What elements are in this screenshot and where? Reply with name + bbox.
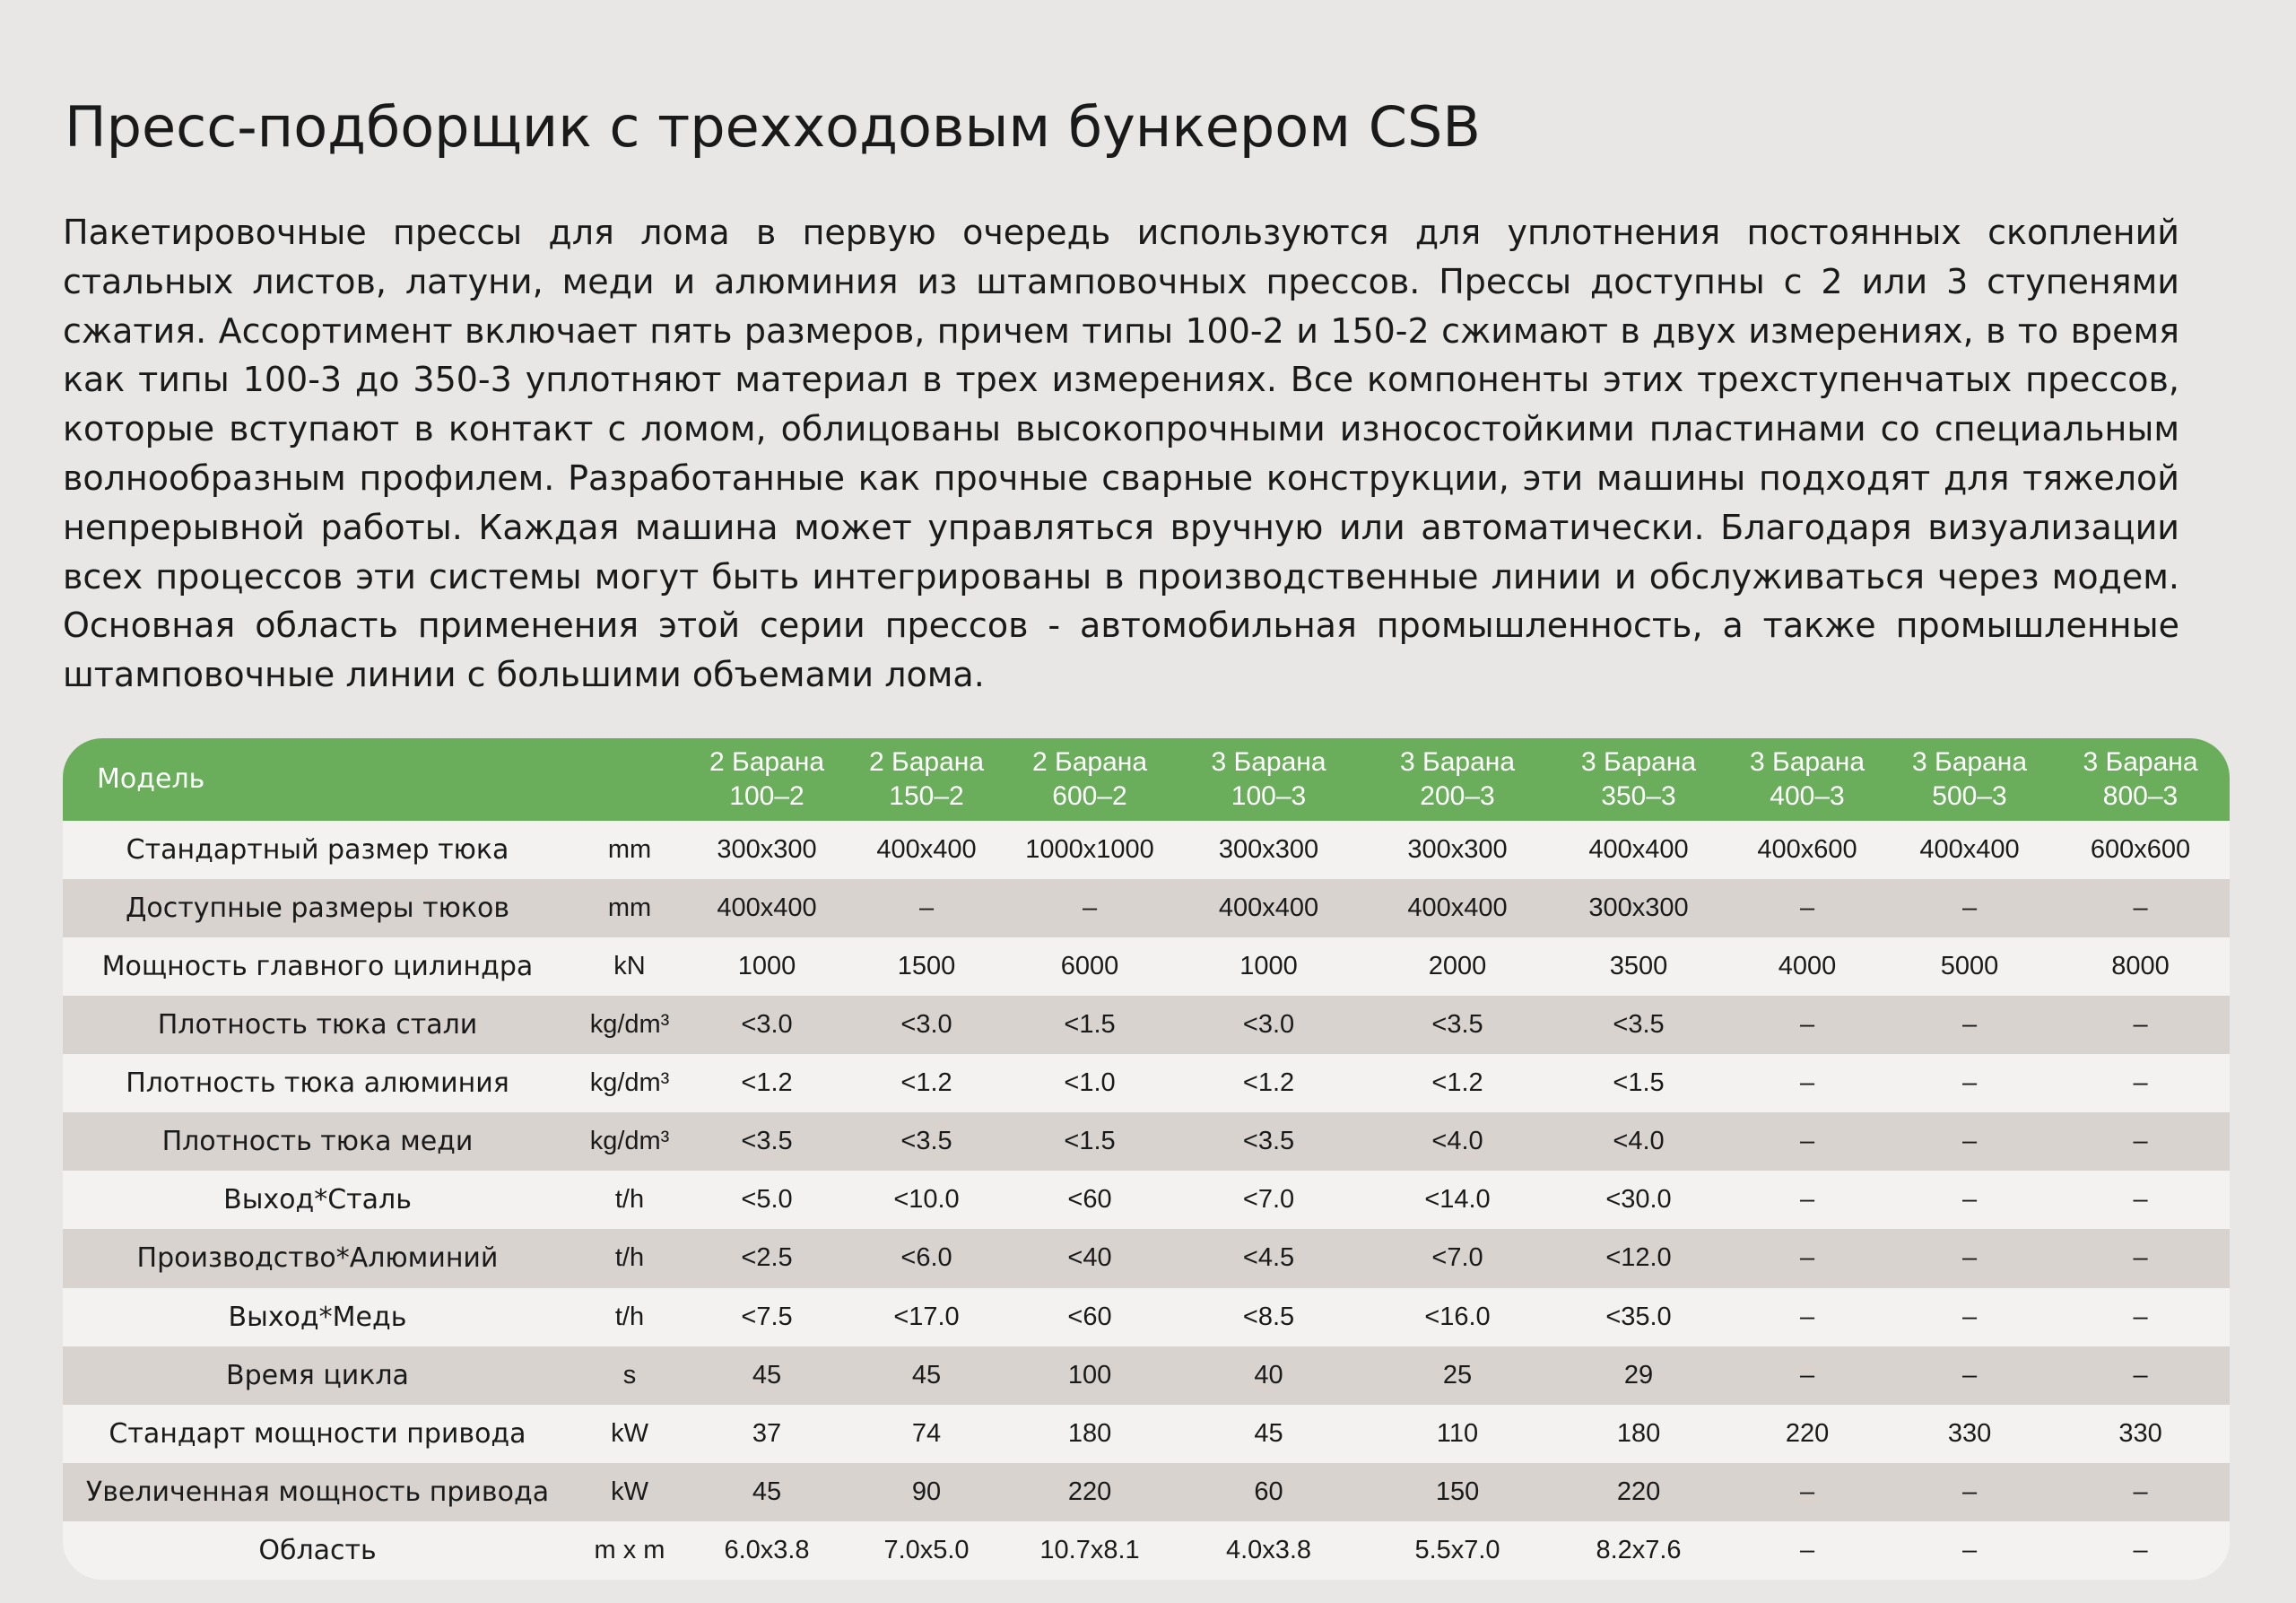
value-cell: <1.2 xyxy=(900,1068,952,1098)
unit-cell: kg/dm³ xyxy=(589,1068,670,1098)
model-header-line2: 350–3 xyxy=(1601,781,1676,811)
model-header xyxy=(1173,738,1364,821)
value-cell: <8.5 xyxy=(1242,1302,1295,1331)
value-cell: – xyxy=(1961,1477,1978,1506)
value-cell: 25 xyxy=(1442,1360,1473,1390)
parameter-cell: Плотность тюка алюминия xyxy=(126,1067,509,1100)
model-header-line1: 2 Барана xyxy=(869,747,985,777)
value-cell: 8.2x7.6 xyxy=(1596,1535,1682,1564)
value-cell: <7.0 xyxy=(1431,1243,1483,1273)
parameter-cell: Время цикла xyxy=(226,1359,409,1391)
value-cell: – xyxy=(2133,893,2148,923)
value-cell: 400x400 xyxy=(1919,835,2020,865)
model-header xyxy=(687,738,847,821)
model-header-line1: 3 Барана xyxy=(1400,747,1516,777)
model-header-line2: 600–2 xyxy=(1052,781,1127,811)
unit-cell: t/h xyxy=(614,1302,645,1331)
table-row xyxy=(63,1054,2230,1112)
value-cell: 220 xyxy=(1616,1477,1661,1506)
value-cell: <3.5 xyxy=(900,1127,952,1156)
value-cell: 5000 xyxy=(1940,952,1999,981)
value-cell: <16.0 xyxy=(1424,1302,1491,1331)
value-cell: 45 xyxy=(1254,1418,1283,1448)
model-header-line2: 800–3 xyxy=(2102,781,2179,811)
model-header xyxy=(1888,738,2051,821)
value-cell: 29 xyxy=(1623,1360,1654,1390)
model-header xyxy=(1726,738,1888,821)
value-cell: <12.0 xyxy=(1605,1243,1672,1273)
value-cell: 74 xyxy=(911,1418,942,1448)
table-body xyxy=(63,821,2230,1580)
value-cell: – xyxy=(1799,1302,1815,1331)
value-cell: – xyxy=(1082,893,1098,923)
value-cell: – xyxy=(1799,1360,1815,1390)
table-row xyxy=(63,1463,2230,1521)
model-header-line2: 500–3 xyxy=(1932,781,2007,811)
value-cell: <3.0 xyxy=(1242,1010,1295,1040)
value-cell: – xyxy=(2133,1302,2148,1331)
value-cell: – xyxy=(1961,1068,1978,1098)
value-cell: 110 xyxy=(1436,1418,1479,1448)
unit-cell: mm xyxy=(607,893,652,923)
value-cell: – xyxy=(1961,1243,1978,1273)
value-cell: <7.0 xyxy=(1242,1185,1295,1215)
value-cell: – xyxy=(918,893,935,923)
value-cell: 45 xyxy=(752,1360,782,1390)
model-header-line2: 200–3 xyxy=(1420,781,1495,811)
value-cell: <60 xyxy=(1067,1302,1112,1331)
value-cell: – xyxy=(2133,1185,2148,1215)
value-cell: 300x300 xyxy=(1588,893,1689,923)
value-cell: <30.0 xyxy=(1605,1185,1672,1215)
unit-cell: kW xyxy=(611,1477,648,1506)
model-header xyxy=(1364,738,1551,821)
value-cell: <3.0 xyxy=(741,1010,793,1040)
value-cell: – xyxy=(2133,1068,2148,1098)
value-cell: – xyxy=(1799,1477,1815,1506)
parameter-cell: Производство*Алюминий xyxy=(136,1242,499,1275)
model-header-line1: 3 Барана xyxy=(1750,747,1866,777)
value-cell: 330 xyxy=(1947,1418,1992,1448)
value-cell: <5.0 xyxy=(741,1185,793,1215)
parameter-cell: Увеличенная мощность привода xyxy=(85,1476,550,1508)
table-row xyxy=(63,1112,2230,1171)
parameter-cell: Доступные размеры тюков xyxy=(125,893,510,925)
value-cell: 4000 xyxy=(1778,952,1837,981)
parameter-cell: Мощность главного цилиндра xyxy=(101,951,534,983)
unit-cell: kg/dm³ xyxy=(589,1010,670,1040)
value-cell: – xyxy=(2133,1477,2148,1506)
model-header-line2: 100–3 xyxy=(1231,781,1307,811)
value-cell: 400x400 xyxy=(1218,893,1319,923)
value-cell: <1.5 xyxy=(1064,1010,1116,1040)
value-cell: 300x300 xyxy=(717,835,817,865)
model-header-line1: 3 Барана xyxy=(1211,747,1326,777)
value-cell: <1.5 xyxy=(1613,1068,1665,1098)
specs-table-container xyxy=(63,738,2230,1580)
value-cell: 300x300 xyxy=(1407,835,1508,865)
value-cell: – xyxy=(1961,1010,1978,1040)
value-cell: <1.5 xyxy=(1064,1127,1116,1156)
value-cell: 180 xyxy=(1616,1418,1661,1448)
value-cell: 5.5x7.0 xyxy=(1414,1535,1500,1564)
model-column-header: Модель xyxy=(97,763,205,795)
table-row xyxy=(63,1405,2230,1463)
value-cell: 1000 xyxy=(1239,952,1298,981)
value-cell: – xyxy=(1961,1535,1978,1564)
value-cell: <35.0 xyxy=(1605,1302,1672,1331)
value-cell: <4.0 xyxy=(1431,1127,1483,1156)
value-cell: – xyxy=(1799,1068,1815,1098)
value-cell: <1.2 xyxy=(741,1068,793,1098)
value-cell: 60 xyxy=(1254,1477,1283,1506)
value-cell: – xyxy=(1799,1243,1815,1273)
value-cell: <40 xyxy=(1067,1243,1112,1273)
table-row xyxy=(63,1288,2230,1346)
value-cell: <3.5 xyxy=(741,1127,793,1156)
model-header-line1: 3 Барана xyxy=(1581,747,1697,777)
value-cell: 1500 xyxy=(897,952,956,981)
value-cell: 400x400 xyxy=(717,893,817,923)
table-row xyxy=(63,996,2230,1054)
intro-paragraph: Пакетировочные прессы для лома в первую очередь используются для уплотнения постоянных скоплений стальных листов, латуни, меди и алюминия из штамповочных прессов. Прессы доступны с 2 или 3 ступенями сжатия. Ассортимент включает пять размеров, причем типы 100-2 и 150-2 сжимают в двух измерениях, в то время как типы 100-3 до 350-3 уплотняют материал в трех измерениях. Все компоненты этих трехступенчатых прессов, которые вступают в контакт с ломом, облицованы высокопрочными износостойкими пластинами со специальным волнообразным профилем. Разработанные как прочные сварные конструкции, эти машины подходят для тяжелой непрерывной работы. Каждая машина может управляться вручную или автоматически. Благодаря визуализации всех процессов эти системы могут быть интегрированы в производственные линии и обслуживаться через модем. Основная область применения этой серии прессов - автомобильная промышленность, а также промышленные штамповочные линии с большими объемами лома. xyxy=(63,213,2179,695)
value-cell: <1.0 xyxy=(1064,1068,1116,1098)
model-header-line1: 2 Барана xyxy=(709,747,825,777)
value-cell: – xyxy=(2133,1535,2148,1564)
value-cell: 100 xyxy=(1067,1360,1112,1390)
value-cell: 1000x1000 xyxy=(1025,835,1154,865)
value-cell: 1000 xyxy=(737,952,796,981)
value-cell: 400x600 xyxy=(1757,835,1857,865)
table-row xyxy=(63,879,2230,937)
value-cell: <6.0 xyxy=(900,1243,952,1273)
table-row xyxy=(63,1171,2230,1229)
value-cell: 4.0x3.8 xyxy=(1225,1535,1312,1564)
parameter-cell: Плотность тюка стали xyxy=(157,1009,478,1041)
model-header-line1: 3 Барана xyxy=(1912,747,2028,777)
unit-cell: t/h xyxy=(614,1243,645,1273)
value-cell: 90 xyxy=(911,1477,942,1506)
model-header xyxy=(1006,738,1173,821)
value-cell: – xyxy=(2133,1243,2148,1273)
model-header-line1: 3 Барана xyxy=(2083,747,2198,777)
value-cell: <17.0 xyxy=(893,1302,960,1331)
value-cell: <60 xyxy=(1067,1185,1112,1215)
specs-table xyxy=(63,738,2230,1580)
value-cell: – xyxy=(1961,1302,1978,1331)
value-cell: – xyxy=(1799,893,1815,923)
parameter-cell: Выход*Сталь xyxy=(223,1184,412,1216)
value-cell: <3.5 xyxy=(1431,1010,1483,1040)
value-cell: <14.0 xyxy=(1424,1185,1491,1215)
value-cell: 600x600 xyxy=(2090,835,2191,865)
table-row xyxy=(63,1229,2230,1287)
value-cell: 150 xyxy=(1435,1477,1480,1506)
table-row xyxy=(63,937,2230,996)
value-cell: – xyxy=(1961,1127,1978,1156)
parameter-cell: Область xyxy=(258,1534,377,1566)
value-cell: 300x300 xyxy=(1218,835,1319,865)
value-cell: <1.2 xyxy=(1431,1068,1483,1098)
model-header xyxy=(2051,738,2230,821)
value-cell: 2000 xyxy=(1428,952,1487,981)
value-cell: 6000 xyxy=(1060,952,1119,981)
unit-cell: mm xyxy=(607,835,652,865)
value-cell: 8000 xyxy=(2111,952,2170,981)
model-header-line1: 2 Барана xyxy=(1032,747,1148,777)
value-cell: 40 xyxy=(1254,1360,1283,1390)
value-cell: – xyxy=(2133,1010,2148,1040)
value-cell: <3.5 xyxy=(1613,1010,1665,1040)
model-header xyxy=(1551,738,1726,821)
parameter-cell: Выход*Медь xyxy=(228,1301,407,1333)
value-cell: – xyxy=(1961,1360,1978,1390)
table-row xyxy=(63,1346,2230,1405)
value-cell: 330 xyxy=(2118,1418,2162,1448)
value-cell: <7.5 xyxy=(741,1302,793,1331)
value-cell: 400x400 xyxy=(876,835,977,865)
value-cell: 220 xyxy=(1785,1418,1830,1448)
parameter-cell: Стандартный размер тюка xyxy=(126,834,509,867)
model-header xyxy=(847,738,1006,821)
value-cell: 180 xyxy=(1067,1418,1112,1448)
value-cell: <3.0 xyxy=(900,1010,952,1040)
unit-cell: s xyxy=(622,1360,637,1390)
value-cell: <2.5 xyxy=(741,1243,793,1273)
parameter-cell: Плотность тюка меди xyxy=(161,1126,474,1158)
unit-cell: t/h xyxy=(614,1185,645,1215)
value-cell: 400x400 xyxy=(1407,893,1508,923)
value-cell: 6.0x3.8 xyxy=(724,1535,810,1564)
value-cell: <3.5 xyxy=(1242,1127,1295,1156)
model-header-line2: 100–2 xyxy=(729,781,804,811)
model-header-line2: 150–2 xyxy=(889,781,964,811)
value-cell: – xyxy=(2133,1127,2148,1156)
table-row xyxy=(63,1521,2230,1580)
value-cell: – xyxy=(2133,1360,2148,1390)
value-cell: 45 xyxy=(911,1360,942,1390)
model-header-line2: 400–3 xyxy=(1770,781,1845,811)
unit-cell: kW xyxy=(611,1418,648,1448)
value-cell: 10.7x8.1 xyxy=(1039,1535,1140,1564)
value-cell: 3500 xyxy=(1609,952,1668,981)
value-cell: 37 xyxy=(752,1418,782,1448)
value-cell: – xyxy=(1961,1185,1978,1215)
value-cell: 220 xyxy=(1067,1477,1112,1506)
value-cell: <1.2 xyxy=(1242,1068,1295,1098)
value-cell: <10.0 xyxy=(893,1185,960,1215)
table-header-row xyxy=(63,738,2230,821)
value-cell: 45 xyxy=(752,1477,782,1506)
value-cell: – xyxy=(1961,893,1978,923)
unit-cell: kN xyxy=(613,952,646,981)
page-title: Пресс-подборщик с трехходовым бункером CSB xyxy=(65,94,1481,160)
value-cell: <4.0 xyxy=(1613,1127,1665,1156)
value-cell: <4.5 xyxy=(1242,1243,1295,1273)
value-cell: – xyxy=(1799,1010,1815,1040)
value-cell: 400x400 xyxy=(1588,835,1689,865)
unit-cell: m x m xyxy=(594,1535,665,1564)
value-cell: – xyxy=(1799,1185,1815,1215)
table-row xyxy=(63,821,2230,879)
value-cell: – xyxy=(1799,1535,1815,1564)
value-cell: – xyxy=(1799,1127,1815,1156)
value-cell: 7.0x5.0 xyxy=(883,1535,970,1564)
unit-cell: kg/dm³ xyxy=(589,1127,670,1156)
parameter-cell: Стандарт мощности привода xyxy=(109,1417,526,1450)
